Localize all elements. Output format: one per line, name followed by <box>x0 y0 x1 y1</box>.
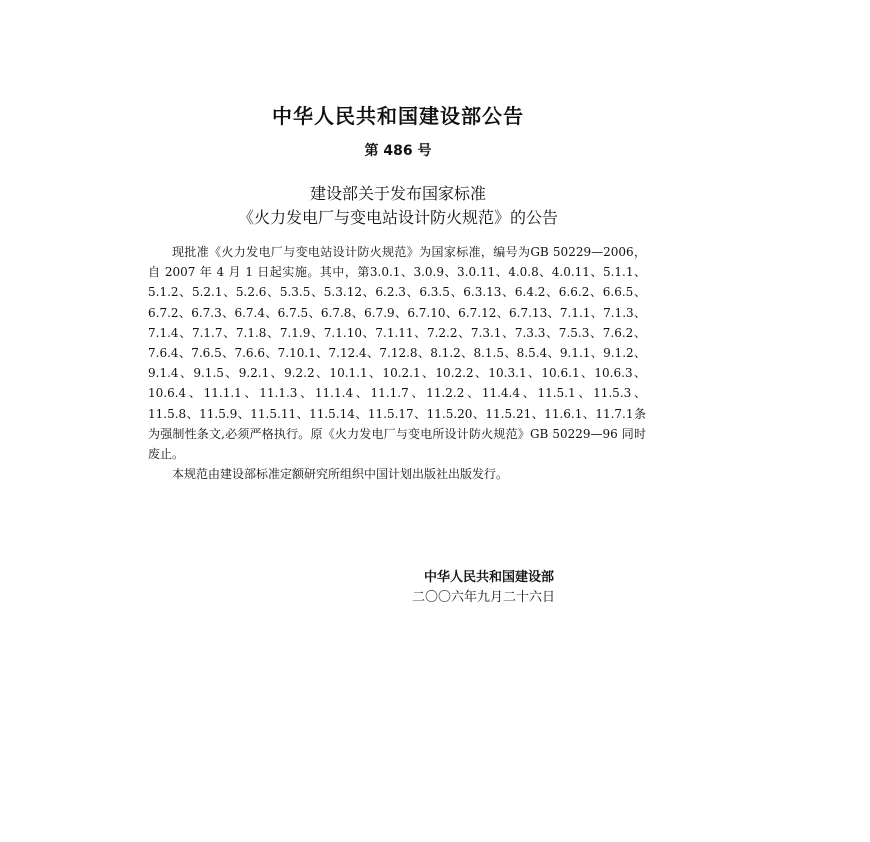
signature-block <box>412 568 555 608</box>
announcement-subtitle-line1: 建设部关于发布国家标准 <box>309 184 486 203</box>
announcement-body <box>148 242 646 484</box>
announcement-header-title: 中华人民共和国建设部公告 <box>272 104 524 128</box>
announcement-number: 第 486 号 <box>364 143 432 159</box>
signature-date: 二〇〇六年九月二十六日 <box>412 590 556 605</box>
announcement-subtitle-line2: 《火力发电厂与变电站设计防火规范》的公告 <box>237 208 558 227</box>
signature-org: 中华人民共和国建设部 <box>424 570 555 585</box>
body-paragraph-publisher: 本规范由建设部标准定额研究所组织中国计划出版社出版发行。 <box>172 467 509 482</box>
body-paragraph-approval: 现批准《火力发电厂与变电站设计防火规范》为国家标准，编号为GB 50229—2006，自 2007 年 4 月 1 日起实施。其中，第3.0.1、3.0.9、3.0.11、4.0.8、4.0.11、5.1.1、5.1.2、5.2.1、5.2.6、5.3.5、5.3.12、6.2.3、6.3.5、6.3.13、6.4.2、6.6.2、6.6.5、6.7.2、6.7.3、6.7.4、6.7.5、6.7.8、6.7.9、6.7.10、6.7.12、6.7.13、7.1.1、7.1.3、7.1.4、7.1.7、7.1.8、7.1.9、7.1.10、7.1.11、7.2.2、7.3.1、7.3.3、7.5.3、7.6.2、7.6.4、7.6.5、7.6.6、7.10.1、7.12.4、7.12.8、8.1.2、8.1.5、8.5.4、9.1.1、9.1.2、9.1.4、9.1.5、9.2.1、9.2.2、10.1.1、10.2.1、10.2.2、10.3.1、10.6.1、10.6.3、10.6.4、11.1.1、11.1.3、11.1.4、11.1.7、11.2.2、11.4.4、11.5.1、11.5.3、11.5.8、11.5.9、11.5.11、11.5.14、11.5.17、11.5.20、11.5.21、11.6.1、11.7.1条为强制性条文,必须严格执行。原《火力发电厂与变电所设计防火规范》GB 50229—96 同时废止。 <box>148 245 646 462</box>
